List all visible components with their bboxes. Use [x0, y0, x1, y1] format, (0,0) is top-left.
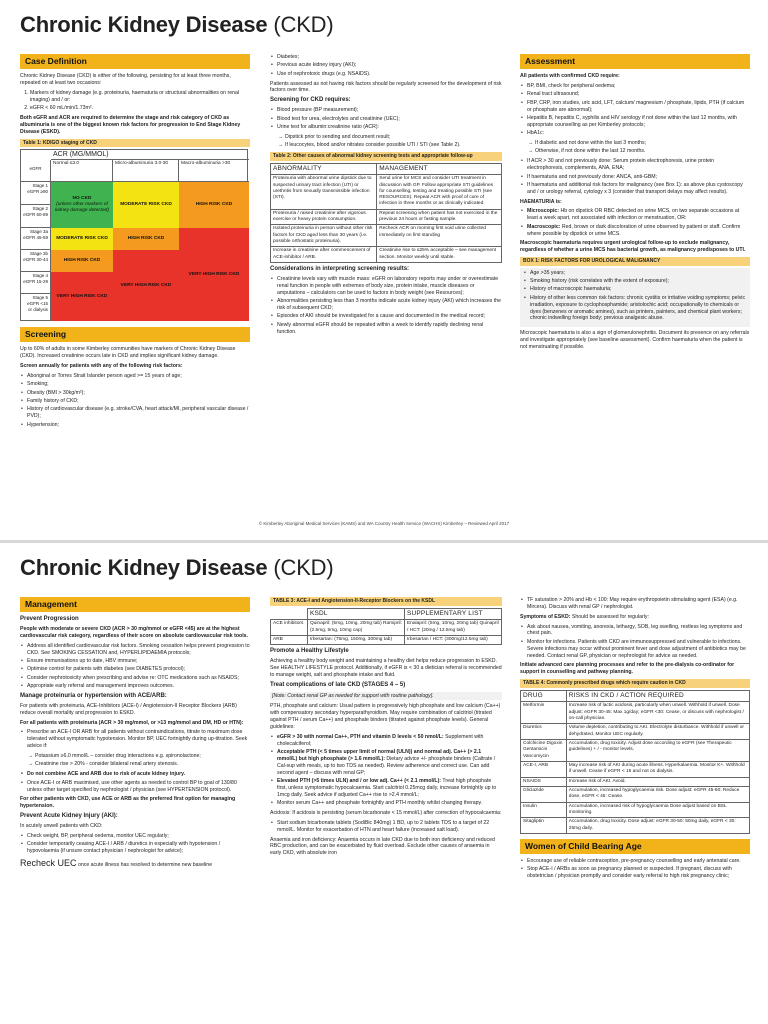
assessment-column [520, 54, 750, 519]
women-heading: Women of Child Bearing Age [520, 839, 750, 854]
management-column [20, 597, 250, 1024]
definition: Hb on dipstick OR RBC detected on urine MCS, on two separate occasions at least a week apart, not associated with infection or menstruation, OR: [527, 208, 740, 222]
list-item: → If diabetic and not done within the last 3 months; [528, 140, 750, 147]
action: Dietary advice +/- phosphate binders (Caltrate / Cal-sup with meals, up to two TDS as needed). Review adherence and correct use. Can add second agent – discuss with renal GP; [277, 755, 496, 776]
list-item: → Otherwise, if not done within the last 12 months. [528, 148, 750, 155]
list-item: 2. eGFR < 60 mL/min/1.73m². [30, 105, 250, 112]
abnormality-table [270, 163, 502, 264]
lifestyle-heading: Promote a Healthy Lifestyle [270, 648, 349, 655]
macroscopic-warning: Macroscopic haematuria requires urgent urological follow-up to exclude malignancy, regardless of whether a urine MCS has bacterial growth, as malignancy predisposes to UTI. [520, 240, 746, 254]
list-item: • TF saturation > 20% and Hb < 100: May require erythropoietin stimulating agent (ESA) (e.g. Mircera). Discuss with renal GP / nephrologist. [520, 597, 750, 611]
list-item: • History of other less common risk factors: chronic cystitis or irritative voiding symptoms; pelvic irradiation, exposure to cyclophosphamide; aristolochic acid; occupationally to chemicals or dyes (benzenes or aromatic amines), such as printers, painters, and chemical plant workers; chronic indwelling foreign body; previous analgesic abuse. [523, 295, 747, 322]
ace-arb-table [270, 608, 502, 646]
list-item: • Blood pressure (BP measurement); [270, 107, 502, 114]
egfr-header: eGFR [21, 160, 51, 182]
acr-sub-list [278, 134, 502, 149]
list-item: • Consider nephrotoxicity when prescribing and advise re: OTC medications such as NSAIDS; [20, 675, 250, 682]
box-heading: BOX 1: RISK FACTORS FOR UROLOGICAL MALIGNANCY [520, 257, 750, 266]
table-cell: Insulin [521, 802, 567, 818]
table-cell: Sitagliptin [521, 818, 567, 834]
action: Treat high phosphate first, unless symptomatic hypocalcaemia. Start calcitriol 0.25mcg daily, increase fortnightly up to 1mcg daily. Seek advice if adjusted Ca++ rise to >2.4 mmol/L; [277, 778, 497, 798]
row-label-stage2: Stage 2 eGFR 60-89 [21, 205, 51, 228]
list-item: • History of cardiovascular disease (e.g. stroke/CVA, heart attack/MI, peripheral vascular disease / PVD); [20, 406, 250, 420]
column-header: KSDL [307, 608, 404, 620]
acidosis-intro: Acidosis: If acidosis is persisting (serum bicarbonate < 15 mmol/L) after correction of hypocalcaemia: [270, 809, 502, 816]
table-row [271, 209, 502, 225]
table-cell: Accumulation, drug toxicity. Adjust dose according to eGFR (see Therapeutic guidelines) + / - monitor levels. [566, 739, 749, 761]
table-caption: TABLE 4: Commonly prescribed drugs which require caution in CKD [520, 679, 750, 688]
list-item: • Consider temporarily ceasing ACE-I / ARB / diuretics in especially with hypotension / hypovolaemia (if unsure contact physician / nephrologist for advice); [20, 841, 250, 855]
table-cell: Accumulation, drug toxicity. Dose adjust: eGFR 30-50: 50mg daily, eGFR < 30: 25mg daily. [566, 818, 749, 834]
table-cell: May increase risk of AKI during acute illness. Hyperkalaemia. Monitor K+. Withhold if unwell. Cease if eGFR < 15 and not on dialysis. [566, 761, 749, 777]
eskd-intro [520, 614, 750, 621]
case-definition-intro: Chronic Kidney Disease (CKD) is either of the following, persisting for at least three months, repeated on at least two occasions: [20, 73, 231, 87]
list-item: • Check weight, BP, peripheral oedema, monitor UEC regularly; [20, 833, 250, 840]
list-item: • Address all identified cardiovascular risk factors. Smoking cessation helps prevent progression to CKD. See SMOKING CESSATION and, HYPERLIPIDAEMIA protocols; [20, 643, 250, 657]
no-ckd-cell [51, 182, 113, 228]
column-header: ABNORMALITY [271, 163, 377, 175]
recheck-note [20, 858, 250, 870]
table-row [521, 739, 750, 761]
list-item: • Smoking history (risk correlates with the extent of exposure); [523, 278, 747, 285]
table-row [521, 802, 750, 818]
screening-risk-list [20, 373, 250, 429]
screening-note: Patients assessed as not having risk factors should be regularly screened for the development of risk factors over time. [270, 80, 502, 94]
list-item: • Newly abnormal eGFR should be repeated within a week to identify rapidly declining renal function. [270, 322, 502, 336]
list-item: • FBP, CRP, iron studies, uric acid, LFT, calcium/ magnesium / phosphate, lipids, PTH (if calcium or phosphate are abnormal); [520, 100, 750, 114]
title-main: Chronic Kidney Disease [20, 12, 268, 37]
table-caption: TABLE 3: ACE-I and Angiotension-II-Receptor Blockers on the KSDL [270, 597, 502, 606]
assessment-list-2 [520, 158, 750, 195]
very-high-risk-cell: VERY HIGH RISK CKD [113, 250, 179, 321]
list-item: • Use of nephrotoxic drugs (e.g. NSAIDS). [270, 71, 502, 78]
table-cell: Increase risk of AKI. Avoid. [566, 777, 749, 786]
list-item: • Age >35 years; [523, 270, 747, 277]
list-item [270, 749, 502, 776]
condition: eGFR > 30 with normal Ca++, PTH and vitamin D levels < 50 nmol/L: [277, 733, 444, 740]
action: Monitor serum Ca++ and phosphate fortnightly and PTH monthly whilst changing therapy. [277, 800, 483, 807]
anaemia-text: Anaemia and iron deficiency: Anaemia occurs in late CKD due to both iron deficiency and reduced RBC production, and can be exacerbated by fluid overload. Exclude other causes of anaemia in early CKD, with absolute iron [270, 836, 495, 857]
definition: Red, brown or dark discoloration of urine observed by patient or staff. Confirm where possible by dipstick or urine MCS. [527, 223, 741, 237]
no-ckd-note: (unless other markers of kidney damage detected) [55, 202, 109, 214]
proteinuria-criteria: For all patients with proteinuria (ACR > 30 mg/mmol, or >13 mg/mmol and DM, HD or HTN): [20, 719, 244, 726]
proteinuria-sub-list [28, 753, 250, 768]
box-list [523, 270, 747, 323]
eskd-heading: Symptoms of ESKD: [520, 613, 571, 620]
condition: Elevated PTH (>5 times ULN) and / or low adj. Ca++ (< 2.1 mmol/L): [277, 778, 442, 784]
screening-criteria: Screen annually for patients with any of the following risk factors: [20, 363, 183, 370]
table-cell: Accumulation, increased hypoglycaemia risk. Dose adjust: eGFR 45-60: Reduce dose, eGFR < 45: Cease. [566, 786, 749, 802]
screening-requires-heading: Screening for CKD requires: [270, 97, 351, 104]
row-label-stage1: Stage 1 eGFR ≥90 [21, 182, 51, 205]
assessment-intro: All patients with confirmed CKD require: [520, 73, 620, 80]
row-label-stage4: Stage 4 eGFR 15-29 [21, 272, 51, 294]
table-cell: NSAIDS [521, 777, 567, 786]
list-item: → If leucocytes, blood and/or nitrates consider possible UTI / STI (see Table 2). [278, 142, 502, 149]
list-item: • Ask about nausea, vomiting, anorexia, lethargy, SOB, leg swelling, restless leg symptoms and chest pain. [520, 624, 750, 638]
other-patients-note: For other patients with CKD, use ACE or ARB as the preferred first option for managing hypertension. [20, 796, 236, 810]
considerations-list [270, 276, 502, 335]
high-risk-cell: HIGH RISK CKD [179, 182, 249, 228]
proteinuria-heading: Manage proteinuria or hypertension with ACE/ARB: [20, 693, 167, 699]
list-item: • Smoking; [20, 381, 250, 388]
risk-factor-box [520, 268, 750, 328]
assessment-list [520, 83, 750, 137]
row-label-stage3b: Stage 3b eGFR 30-44 [21, 250, 51, 272]
table-cell: Irbesartan / HCT: (300mg/12.5mg tab) [404, 635, 501, 644]
screening-column [270, 54, 502, 519]
column-header: SUPPLEMENTARY LIST [404, 608, 501, 620]
list-item: • HbA1c: [520, 130, 750, 137]
screening-heading: Screening [20, 327, 250, 342]
very-high-risk-cell: VERY HIGH RISK CKD [51, 272, 113, 321]
list-item: • Do not combine ACE and ARB due to risk of acute kidney injury. [20, 771, 250, 778]
table-row [271, 620, 502, 636]
staging-note: Both eGFR and ACR are required to determine the stage and risk category of CKD as albuminuria is one of the biggest known risk factors for progression to End Stage Kidney Disease (ESKD). [20, 115, 241, 135]
list-item: • BP, BMI, check for peripheral oedema; [520, 83, 750, 90]
aki-list [20, 833, 250, 855]
eskd-list [520, 624, 750, 660]
list-item: • Prescribe an ACE-I OR ARB for all patients without contraindications, titrate to maximum dose tolerated without symptomatic hypotension. Monitor BP, UEC fortnightly during up-titration. Seek advice if: [20, 729, 250, 750]
condition: Acceptable PTH (< 5 times upper limit of normal (ULN)) and normal adj. Ca++ (> 2.1 mmol/L) but high phosphate (> 1.6 mmol/L): [277, 749, 482, 762]
term: Macroscopic: [527, 223, 561, 230]
list-item: • Episodes of AKI should be investigated for a cause and documented in the medical record; [270, 313, 502, 320]
table-row [271, 175, 502, 210]
high-risk-cell: HIGH RISK CKD [113, 228, 179, 250]
recheck-text: once acute illness has resolved to determine new baseline [77, 861, 213, 868]
case-definition-column [20, 54, 250, 519]
high-risk-cell: HIGH RISK CKD [51, 250, 113, 272]
drug-caution-table [520, 690, 750, 834]
list-item [520, 208, 750, 222]
table-cell: Irbesartan: (75mg, 150mg, 300mg tab) [307, 635, 404, 644]
table-row [521, 761, 750, 777]
pth-list [270, 734, 502, 807]
screening-intro: Up to 60% of adults in some Kimberley communities have markers of Chronic Kidney Disease (CKD). Increased creatinine occurs late in CKD and implies significant kidney damage. [20, 346, 236, 360]
list-item: → Potassium ≥6.0 mmol/L – consider drug interactions e.g. spironolactone; [28, 753, 250, 760]
title-abbrev: (CKD) [273, 555, 334, 580]
column-header: RISKS IN CKD / ACTION REQUIRED [566, 690, 749, 702]
acr-header: ACR (MG/MMOL) [51, 150, 249, 160]
column-header-blank [271, 608, 308, 620]
list-item: • Hepatitis B, hepatitis C, syphilis and HIV serology if not done within the last 12 months, with appropriate counselling as per Kimberley protocols; [520, 115, 750, 129]
list-item: • If haematuria and not previously done: ANCA, anti-GBM; [520, 174, 750, 181]
no-ckd-label: NO CKD [72, 195, 92, 201]
complications-heading: Treat complications of late CKD (STAGES 4 – 5) [270, 681, 406, 688]
glomerulonephritis-note: Microscopic haematuria is also a sign of glomerulonephritis. Document its presence on any referrals and investigate appropriately (see baseline assessment). Confirm haematuria when the patient is not menstruating if possible. [520, 330, 750, 350]
kdigo-grid [20, 149, 248, 321]
proteinuria-intro: For patients with proteinuria, ACE-Inhibitors (ACE-I) / Angiotension-II Receptor Blockers (ARB) reduce overall mortality and progression to ESKD. [20, 702, 237, 716]
list-item: • Renal tract ultrasound; [520, 91, 750, 98]
col-header-normal: Normal ≤3.0 [51, 160, 113, 182]
copyright-footer: © Kimberley Aboriginal Medical Services (KAMS) and WA Country Health Service (WACHS) Kimberley – Reviewed April 2017 [258, 521, 510, 526]
column-header: MANAGEMENT [377, 163, 502, 175]
table-row [521, 777, 750, 786]
prevent-progression-intro: People with moderate or severe CKD (ACR > 30 mg/mmol or eGFR <45) are at the highest cardiovascular risk category, regardless of their score on absolute cardiovascular risk tools. [20, 626, 248, 639]
row-label-stage3a: Stage 3a eGFR 45-59 [21, 228, 51, 250]
list-item: • Once ACE-I or ARB maximised, use other agents as needed to control BP to goal of 130/80 unless other target specified by nephrologist / physician (see HYPERTENSION protocol). [20, 780, 250, 794]
list-item: • Blood test for urea, electrolytes and creatinine (UEC); [270, 116, 502, 123]
list-item: • Aboriginal or Torres Strait Islander person aged >= 15 years of age; [20, 373, 250, 380]
list-item: → Creatinine rise > 20% - consider bilateral renal artery stenosis. [28, 761, 250, 768]
list-item: • Ensure immunisations up to date, HBV immune; [20, 658, 250, 665]
list-item: • Diabetes; [270, 54, 502, 61]
col-header-macro: Macro-albuminuria >30 [179, 160, 249, 182]
list-item: • Previous acute kidney injury (AKI); [270, 62, 502, 69]
list-item: → Dipstick prior to sending and document result; [278, 134, 502, 141]
page-title [20, 553, 334, 582]
list-item: • If ACR > 30 and not previously done: Serum protein electrophoresis, urine protein electrophoresis, complements, ANA, ENA; [520, 158, 750, 172]
women-list [520, 858, 750, 880]
list-item: • Stop ACE-I / ARBs as soon as pregnancy planned or suspected. If pregnant, discuss with obstetrician / physician promptly and consider early referral to high risk pregnancy clinic; [520, 866, 750, 880]
hba1c-sub-list [528, 140, 750, 155]
moderate-risk-cell: MODERATE RISK CKD [51, 228, 113, 250]
table-row [521, 702, 750, 724]
list-item: • Urine test for albumin:creatinine ratio (ACR): [270, 124, 502, 131]
table-cell: Gliclazide [521, 786, 567, 802]
treatment-column [270, 597, 502, 1024]
table-caption: Table 2: Other causes of abnormal kidney screening tests and appropriate follow-up [270, 152, 502, 161]
recheck-label: Recheck UEC [20, 857, 77, 868]
action: Supplement with cholecalciferol; [277, 733, 484, 747]
lifestyle-text: Achieving a healthy body weight and maintaining a healthy diet helps reduce progression to ESKD. See HEALTHY LIFESTYLE protocol. Additionally, if eGFR is < 30 a dietician referral is recommended to manage weight, salt and phosphate intake and fluid. [270, 658, 502, 678]
table-cell: Enalapril: (5mg, 10mg, 20mg tab) Quinapril / HCT: (20mg / 12.5mg tab) [404, 620, 501, 636]
table-row [521, 786, 750, 802]
care-planning-note: Initiate advanced care planning processes and refer to the pre-dialysis co-ordinator for support in counselling and pathway planning. [520, 662, 735, 676]
table-row [521, 724, 750, 740]
pathology-note: [Note: Contact renal GP as needed for support with routine pathology]. [270, 692, 502, 701]
title-main: Chronic Kidney Disease [20, 555, 268, 580]
prevent-progression-heading: Prevent Progression [20, 616, 79, 623]
list-item: • Abnormalities persisting less than 3 months indicate acute kidney injury (AKI) which increases the risk of subsequent CKD; [270, 298, 502, 312]
list-item [270, 734, 502, 748]
list-item [520, 224, 750, 238]
table-cell: Diuretics [521, 724, 567, 740]
table-caption: Table 1: KDIGO staging of CKD [20, 139, 250, 148]
list-item: • Appropriate early referral and management improves outcomes. [20, 683, 250, 690]
aki-heading: Prevent Acute Kidney Injury (AKI): [20, 813, 118, 820]
col-header-micro: Micro-albuminuria 3.0-30 [113, 160, 179, 182]
acidosis-list [270, 820, 502, 834]
table-cell: Proteinuria with abnormal urine dipstick due to suspected urinary tract infection (UTI) or urethritis from sexually transmissible infection (STI). [271, 175, 377, 210]
esa-list [520, 597, 750, 611]
term: Microscopic: [527, 208, 559, 215]
screening-requires-list [270, 107, 502, 131]
table-cell: Send urine for MCS and consider UTI treatment in discussion with GP. Follow appropriate STI guidelines for counselling, testing and treating possible STI (see RESOURCES). Repeat ACR with proof of cure of infection in three months or as clinically indicated. [377, 175, 502, 210]
table-cell: Volume depletion, contributing to AKI. Electrolyte disturbance. Withhold if unwell or dehydrated. Monitor UEC regularly. [566, 724, 749, 740]
list-item: • Obesity (BMI > 30kg/m²); [20, 390, 250, 397]
table-row [271, 635, 502, 644]
table-cell: Colchicine Digoxin Gentamicin Vancomycin [521, 739, 567, 761]
case-definition-list [30, 90, 250, 112]
risk-factor-list [270, 54, 502, 78]
table-cell: Increase risk of lactic acidosis, particularly when unwell. Withhold if unwell. Dose adjust: eGFR 30-45: Max 1g/day; eGFR <30: Cease, or discuss with nephrologist / on-call physician. [566, 702, 749, 724]
proteinuria-list [20, 729, 250, 750]
table-row [271, 247, 502, 263]
list-item: • Creatinine levels vary with muscle mass: eGFR on laboratory reports may under or overestimate renal function in people with extremes of body size, protein intake, muscle diseases or amputations – calculators can be used to factors in body weight (see Resources); [270, 276, 502, 297]
proteinuria-list-2 [20, 771, 250, 793]
list-item: • Monitor for infections. Patients with CKD are immunosuppressed and vulnerable to infections. Severe infections may occur without prominent fever and dose adjustment of antibiotics may be needed. Contact renal GP, physician or nephrologist for advice as needed. [520, 639, 750, 660]
list-item [270, 778, 502, 799]
haematuria-heading: HAEMATURIA is: [520, 198, 562, 205]
table-cell: Quinapril: (5mg, 10mg, 20mg tab) Ramipril: (2.5mg, 5mg, 10mg cap) [307, 620, 404, 636]
table-cell: Isolated proteinuria in person without other risk factors for CKD aged less than 30 years (i.e. possible orthostatic proteinuria). [271, 225, 377, 247]
table-cell: Repeat screening when patient has not exercised in the previous 24 hours or fasting sample. [377, 209, 502, 225]
management-heading: Management [20, 597, 250, 612]
list-item: • Hypertension; [20, 422, 250, 429]
table-cell: ACE inhibitors [271, 620, 308, 636]
table-row [271, 225, 502, 247]
row-label-stage5: Stage 5 eGFR <15 or dialysis [21, 294, 51, 321]
list-item: • If haematuria and additional risk factors for malignancy (see Box 1): as above plus cystoscopy and / or urology referral, cytology x 3 (consider that transport delays may affect results). [520, 182, 750, 196]
table-row [521, 818, 750, 834]
aki-intro: In acutely unwell patients with CKD: [20, 822, 103, 829]
page-two [0, 543, 768, 1024]
column-header: DRUG [521, 690, 567, 702]
eskd-tail: Should be assessed for regularly: [571, 613, 649, 620]
case-definition-heading: Case Definition [20, 54, 250, 69]
table-cell: Increase in creatinine after commencement of ACE-inhibitor / ARB. [271, 247, 377, 263]
haematuria-list [520, 208, 750, 237]
list-item [270, 800, 502, 807]
list-item: • Family history of CKD; [20, 398, 250, 405]
considerations-heading: Considerations in interpreting screening results: [270, 266, 410, 273]
list-item: 1. Markers of kidney damage (e.g. proteinuria, haematuria or structural abnormalities on renal imaging) and / or: [30, 90, 250, 104]
table-cell: Creatinine rise to ≤25% acceptable – see management section. Monitor weekly until stable. [377, 247, 502, 263]
title-abbrev: (CKD) [273, 12, 334, 37]
pth-intro: PTH, phosphate and calcium: Usual pattern is progressively high phosphate and low calcium (Ca++) with compensatory secondary hyperparathyroidism. May require combination of calcitriol (titrated against PTH / serum Ca++) and phosphate binders (titrated against phosphate levels). General guidelines: [270, 703, 501, 730]
list-item: • Encourage use of reliable contraception, pre-pregnancy counselling and early antenatal care. [520, 858, 750, 865]
moderate-risk-cell: MODERATE RISK CKD [113, 182, 179, 228]
prevent-progression-list [20, 643, 250, 690]
table-cell: ACE-I, ARB [521, 761, 567, 777]
page-title [20, 10, 334, 39]
table-cell: Accumulation, increased risk of hypoglycaemia Dose adjust based on BSL monitoring. [566, 802, 749, 818]
list-item: • Optimise control for patients with diabetes (see DIABETES protocol); [20, 666, 250, 673]
table-cell: ARB [271, 635, 308, 644]
assessment-heading: Assessment [520, 54, 750, 69]
drugs-column [520, 597, 750, 1024]
table-cell: Metformin [521, 702, 567, 724]
very-high-risk-cell: VERY HIGH RISK CKD [179, 228, 249, 321]
list-item: • History of macroscopic haematuria; [523, 286, 747, 293]
list-item: • Start sodium bicarbonate tablets (SodiBic 840mg) 1 BD, up to 2 tablets TDS to a target of 22 mmol/L. Monitor for exacerbation of HTN and heart failure (increased salt load). [270, 820, 502, 834]
table-cell: Recheck ACR on morning first void urine collected immediately on first standing [377, 225, 502, 247]
table-cell: Proteinuria / raised creatinine after vigorous exercise or heavy protein consumption. [271, 209, 377, 225]
